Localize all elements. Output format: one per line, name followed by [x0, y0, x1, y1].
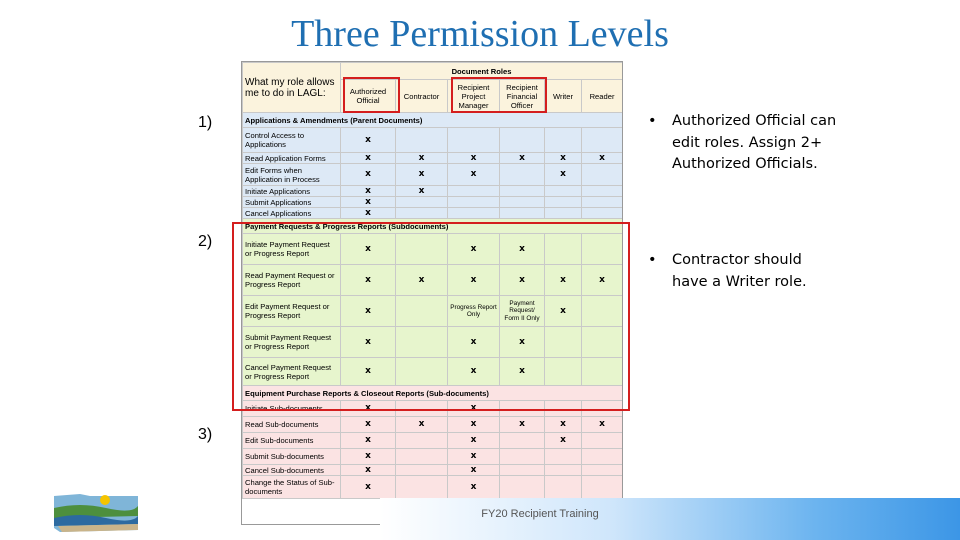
permission-cell: x	[448, 164, 500, 186]
permission-cell	[545, 327, 582, 358]
permission-cell: x	[582, 265, 623, 296]
section-title: Applications & Amendments (Parent Documents)	[243, 113, 623, 128]
permission-cell: x	[545, 296, 582, 327]
bullet-list-2	[648, 250, 838, 293]
permission-cell	[545, 128, 582, 153]
permission-cell: x	[448, 465, 500, 476]
table-row	[243, 358, 623, 386]
permission-cell: x	[341, 433, 396, 449]
permission-cell: x	[341, 476, 396, 499]
permission-cell: x	[545, 433, 582, 449]
permission-cell: x	[341, 358, 396, 386]
permission-cell	[500, 401, 545, 417]
permission-cell: x	[448, 265, 500, 296]
table-row	[243, 433, 623, 449]
permission-cell	[545, 208, 582, 219]
permission-cell	[582, 296, 623, 327]
permission-cell: x	[396, 265, 448, 296]
permission-cell: x	[545, 265, 582, 296]
permission-cell	[396, 327, 448, 358]
section-title: Equipment Purchase Reports & Closeout Reports (Sub-documents)	[243, 386, 623, 401]
task-cell: Cancel Applications	[243, 208, 341, 219]
task-cell: Read Application Forms	[243, 153, 341, 164]
washington-state-logo	[50, 490, 142, 536]
level-3-label: 3)	[198, 426, 213, 443]
permission-cell	[582, 186, 623, 197]
permission-cell: x	[341, 234, 396, 265]
task-cell: Edit Payment Request or Progress Report	[243, 296, 341, 327]
permission-cell: x	[448, 476, 500, 499]
table-row	[243, 153, 623, 164]
task-cell: Submit Payment Request or Progress Report	[243, 327, 341, 358]
permission-cell: x	[396, 186, 448, 197]
footer-text: FY20 Recipient Training	[481, 508, 599, 520]
permission-cell	[500, 164, 545, 186]
permission-cell	[545, 476, 582, 499]
permission-cell: x	[341, 265, 396, 296]
permission-cell: x	[500, 417, 545, 433]
bullet-contractor: • Contractor should have a Writer role.	[648, 250, 838, 293]
table-row	[243, 296, 623, 327]
document-roles-table	[241, 61, 623, 525]
table-row	[243, 164, 623, 186]
permission-cell	[582, 197, 623, 208]
task-cell: Submit Sub-documents	[243, 449, 341, 465]
permission-cell: x	[448, 401, 500, 417]
table-row	[243, 197, 623, 208]
permission-cell	[396, 465, 448, 476]
table-row	[243, 476, 623, 499]
section-title: Payment Requests & Progress Reports (Subdocuments)	[243, 219, 623, 234]
permission-cell: x	[448, 327, 500, 358]
permission-cell: x	[500, 234, 545, 265]
role-header: Authorized Official	[341, 80, 396, 113]
permission-cell: x	[500, 327, 545, 358]
document-roles-title: Document Roles	[341, 63, 623, 80]
permission-cell: x	[341, 186, 396, 197]
permission-cell: x	[341, 128, 396, 153]
role-header: Recipient Financial Officer	[500, 80, 545, 113]
permission-cell: x	[341, 449, 396, 465]
task-cell: Initiate Payment Request or Progress Report	[243, 234, 341, 265]
task-cell: Cancel Payment Request or Progress Report	[243, 358, 341, 386]
permission-cell: x	[448, 417, 500, 433]
bullet-list-1	[648, 111, 838, 176]
permission-cell	[448, 128, 500, 153]
permission-cell	[500, 186, 545, 197]
permission-cell	[582, 358, 623, 386]
permission-cell: x	[545, 153, 582, 164]
permission-cell: x	[396, 153, 448, 164]
permission-cell: x	[545, 164, 582, 186]
level-1-label: 1)	[198, 114, 213, 131]
permission-cell	[582, 208, 623, 219]
permission-cell: x	[582, 153, 623, 164]
section-header-row	[243, 219, 623, 234]
permission-cell: x	[341, 164, 396, 186]
section-header-row	[243, 386, 623, 401]
permission-cell: x	[448, 433, 500, 449]
task-cell: Control Access to Applications	[243, 128, 341, 153]
role-header: Contractor	[396, 80, 448, 113]
permission-cell	[448, 186, 500, 197]
permission-cell	[500, 476, 545, 499]
permission-cell	[500, 128, 545, 153]
permission-cell: x	[500, 153, 545, 164]
table-row	[243, 234, 623, 265]
permission-cell	[545, 358, 582, 386]
table-row	[243, 208, 623, 219]
permission-cell	[396, 476, 448, 499]
permission-cell	[396, 296, 448, 327]
permission-cell	[500, 197, 545, 208]
permission-cell: x	[341, 208, 396, 219]
permission-cell	[582, 128, 623, 153]
table-row	[243, 186, 623, 197]
permission-cell	[582, 234, 623, 265]
permission-cell	[545, 186, 582, 197]
task-cell: Change the Status of Sub-documents	[243, 476, 341, 499]
task-cell: Read Sub-documents	[243, 417, 341, 433]
permission-cell: x	[582, 417, 623, 433]
slide-title: Three Permission Levels	[291, 13, 669, 55]
task-cell: Cancel Sub-documents	[243, 465, 341, 476]
permission-cell: x	[545, 417, 582, 433]
permission-cell	[500, 449, 545, 465]
table-row	[243, 327, 623, 358]
permission-cell: x	[448, 358, 500, 386]
permission-cell	[396, 401, 448, 417]
permission-note-cell: Progress Report Only	[448, 296, 500, 327]
permission-cell	[582, 327, 623, 358]
permission-cell	[500, 465, 545, 476]
permission-cell	[396, 208, 448, 219]
permission-cell: x	[341, 153, 396, 164]
permission-cell: x	[500, 358, 545, 386]
task-cell: Initiate Applications	[243, 186, 341, 197]
permission-cell: x	[448, 449, 500, 465]
section-header-row	[243, 113, 623, 128]
table-row	[243, 265, 623, 296]
role-header: Writer	[545, 80, 582, 113]
permission-cell	[545, 465, 582, 476]
permission-cell: x	[341, 417, 396, 433]
permission-cell: x	[396, 417, 448, 433]
permission-cell	[545, 197, 582, 208]
table-row	[243, 401, 623, 417]
permission-cell: x	[341, 197, 396, 208]
table-row	[243, 449, 623, 465]
task-cell: Edit Forms when Application in Process	[243, 164, 341, 186]
permission-cell	[545, 234, 582, 265]
permission-cell: x	[396, 164, 448, 186]
permission-cell	[582, 465, 623, 476]
permission-cell	[396, 128, 448, 153]
permission-cell	[396, 234, 448, 265]
permission-cell	[545, 401, 582, 417]
task-cell: Initiate Sub-documents	[243, 401, 341, 417]
permission-cell	[396, 449, 448, 465]
permission-cell	[582, 164, 623, 186]
permission-cell	[396, 433, 448, 449]
table-question: What my role allows me to do in LAGL:	[243, 63, 341, 113]
permission-note-cell: Payment Request/ Form II Only	[500, 296, 545, 327]
permission-cell: x	[341, 327, 396, 358]
permission-cell	[545, 449, 582, 465]
permission-cell: x	[341, 401, 396, 417]
task-cell: Submit Applications	[243, 197, 341, 208]
permission-cell	[582, 433, 623, 449]
role-header: Reader	[582, 80, 623, 113]
task-cell: Edit Sub-documents	[243, 433, 341, 449]
permission-cell: x	[448, 153, 500, 164]
permission-cell: x	[500, 265, 545, 296]
permission-cell: x	[341, 296, 396, 327]
permission-cell	[582, 476, 623, 499]
permission-cell	[500, 433, 545, 449]
task-cell: Read Payment Request or Progress Report	[243, 265, 341, 296]
table-row	[243, 465, 623, 476]
permission-cell	[396, 197, 448, 208]
level-2-label: 2)	[198, 233, 213, 250]
permission-cell: x	[448, 234, 500, 265]
permission-cell	[448, 208, 500, 219]
permission-cell	[396, 358, 448, 386]
table-row	[243, 128, 623, 153]
permission-cell	[582, 401, 623, 417]
bullet-authorized-official: • Authorized Official can edit roles. Assign 2+ Authorized Officials.	[648, 111, 838, 176]
permission-cell	[582, 449, 623, 465]
table-row	[243, 417, 623, 433]
permission-cell: x	[341, 465, 396, 476]
role-header: Recipient Project Manager	[448, 80, 500, 113]
permission-cell	[500, 208, 545, 219]
permission-cell	[448, 197, 500, 208]
